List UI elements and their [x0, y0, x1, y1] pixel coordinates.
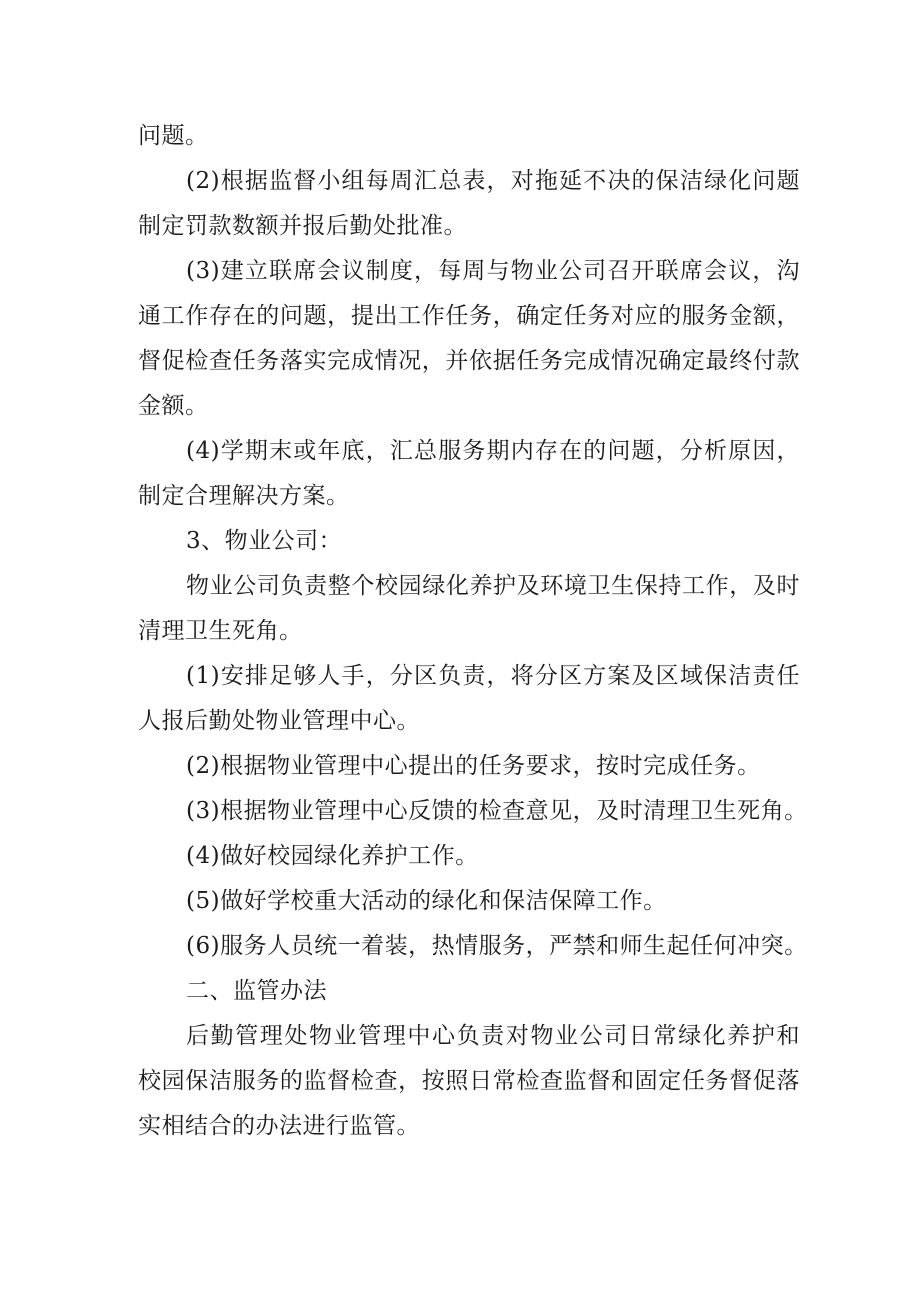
text-line: (1)安排足够人手，分区负责，将分区方案及区域保洁责任 — [186, 663, 800, 689]
text-line: 清理卫生死角。 — [138, 618, 303, 644]
text-line: 金额。 — [138, 393, 209, 419]
text-line: 物业公司负责整个校园绿化养护及环境卫生保持工作，及时 — [186, 573, 800, 599]
text-line: (2)根据物业管理中心提出的任务要求，按时完成任务。 — [186, 753, 761, 779]
text-line: 督促检查任务落实完成情况，并依据任务完成情况确定最终付款 — [138, 348, 800, 374]
text-line: (2)根据监督小组每周汇总表，对拖延不决的保洁绿化问题 — [186, 168, 800, 194]
text-line: (3)根据物业管理中心反馈的检查意见，及时清理卫生死角。 — [186, 798, 808, 824]
text-line: (4)学期末或年底，汇总服务期内存在的问题，分析原因， — [186, 438, 800, 464]
text-line: 实相结合的办法进行监管。 — [138, 1113, 420, 1139]
text-line: 后勤管理处物业管理中心负责对物业公司日常绿化养护和 — [186, 1023, 800, 1049]
text-line: (5)做好学校重大活动的绿化和保洁保障工作。 — [186, 888, 667, 914]
section-heading: 3、物业公司： — [186, 528, 343, 554]
text-line: 通工作存在的问题，提出工作任务，确定任务对应的服务金额， — [138, 303, 800, 329]
text-line: 问题。 — [138, 123, 209, 149]
text-line: (6)服务人员统一着装，热情服务，严禁和师生起任何冲突。 — [186, 933, 808, 959]
document-body — [138, 114, 808, 1149]
text-line: (3)建立联席会议制度，每周与物业公司召开联席会议，沟 — [186, 258, 800, 284]
text-line: 校园保洁服务的监督检查，按照日常检查监督和固定任务督促落 — [138, 1068, 800, 1094]
section-heading: 二、监管办法 — [186, 978, 327, 1004]
text-line: 人报后勤处物业管理中心。 — [138, 708, 420, 734]
text-line: 制定合理解决方案。 — [138, 483, 350, 509]
text-line: 制定罚款数额并报后勤处批准。 — [138, 213, 467, 239]
text-line: (4)做好校园绿化养护工作。 — [186, 843, 479, 869]
